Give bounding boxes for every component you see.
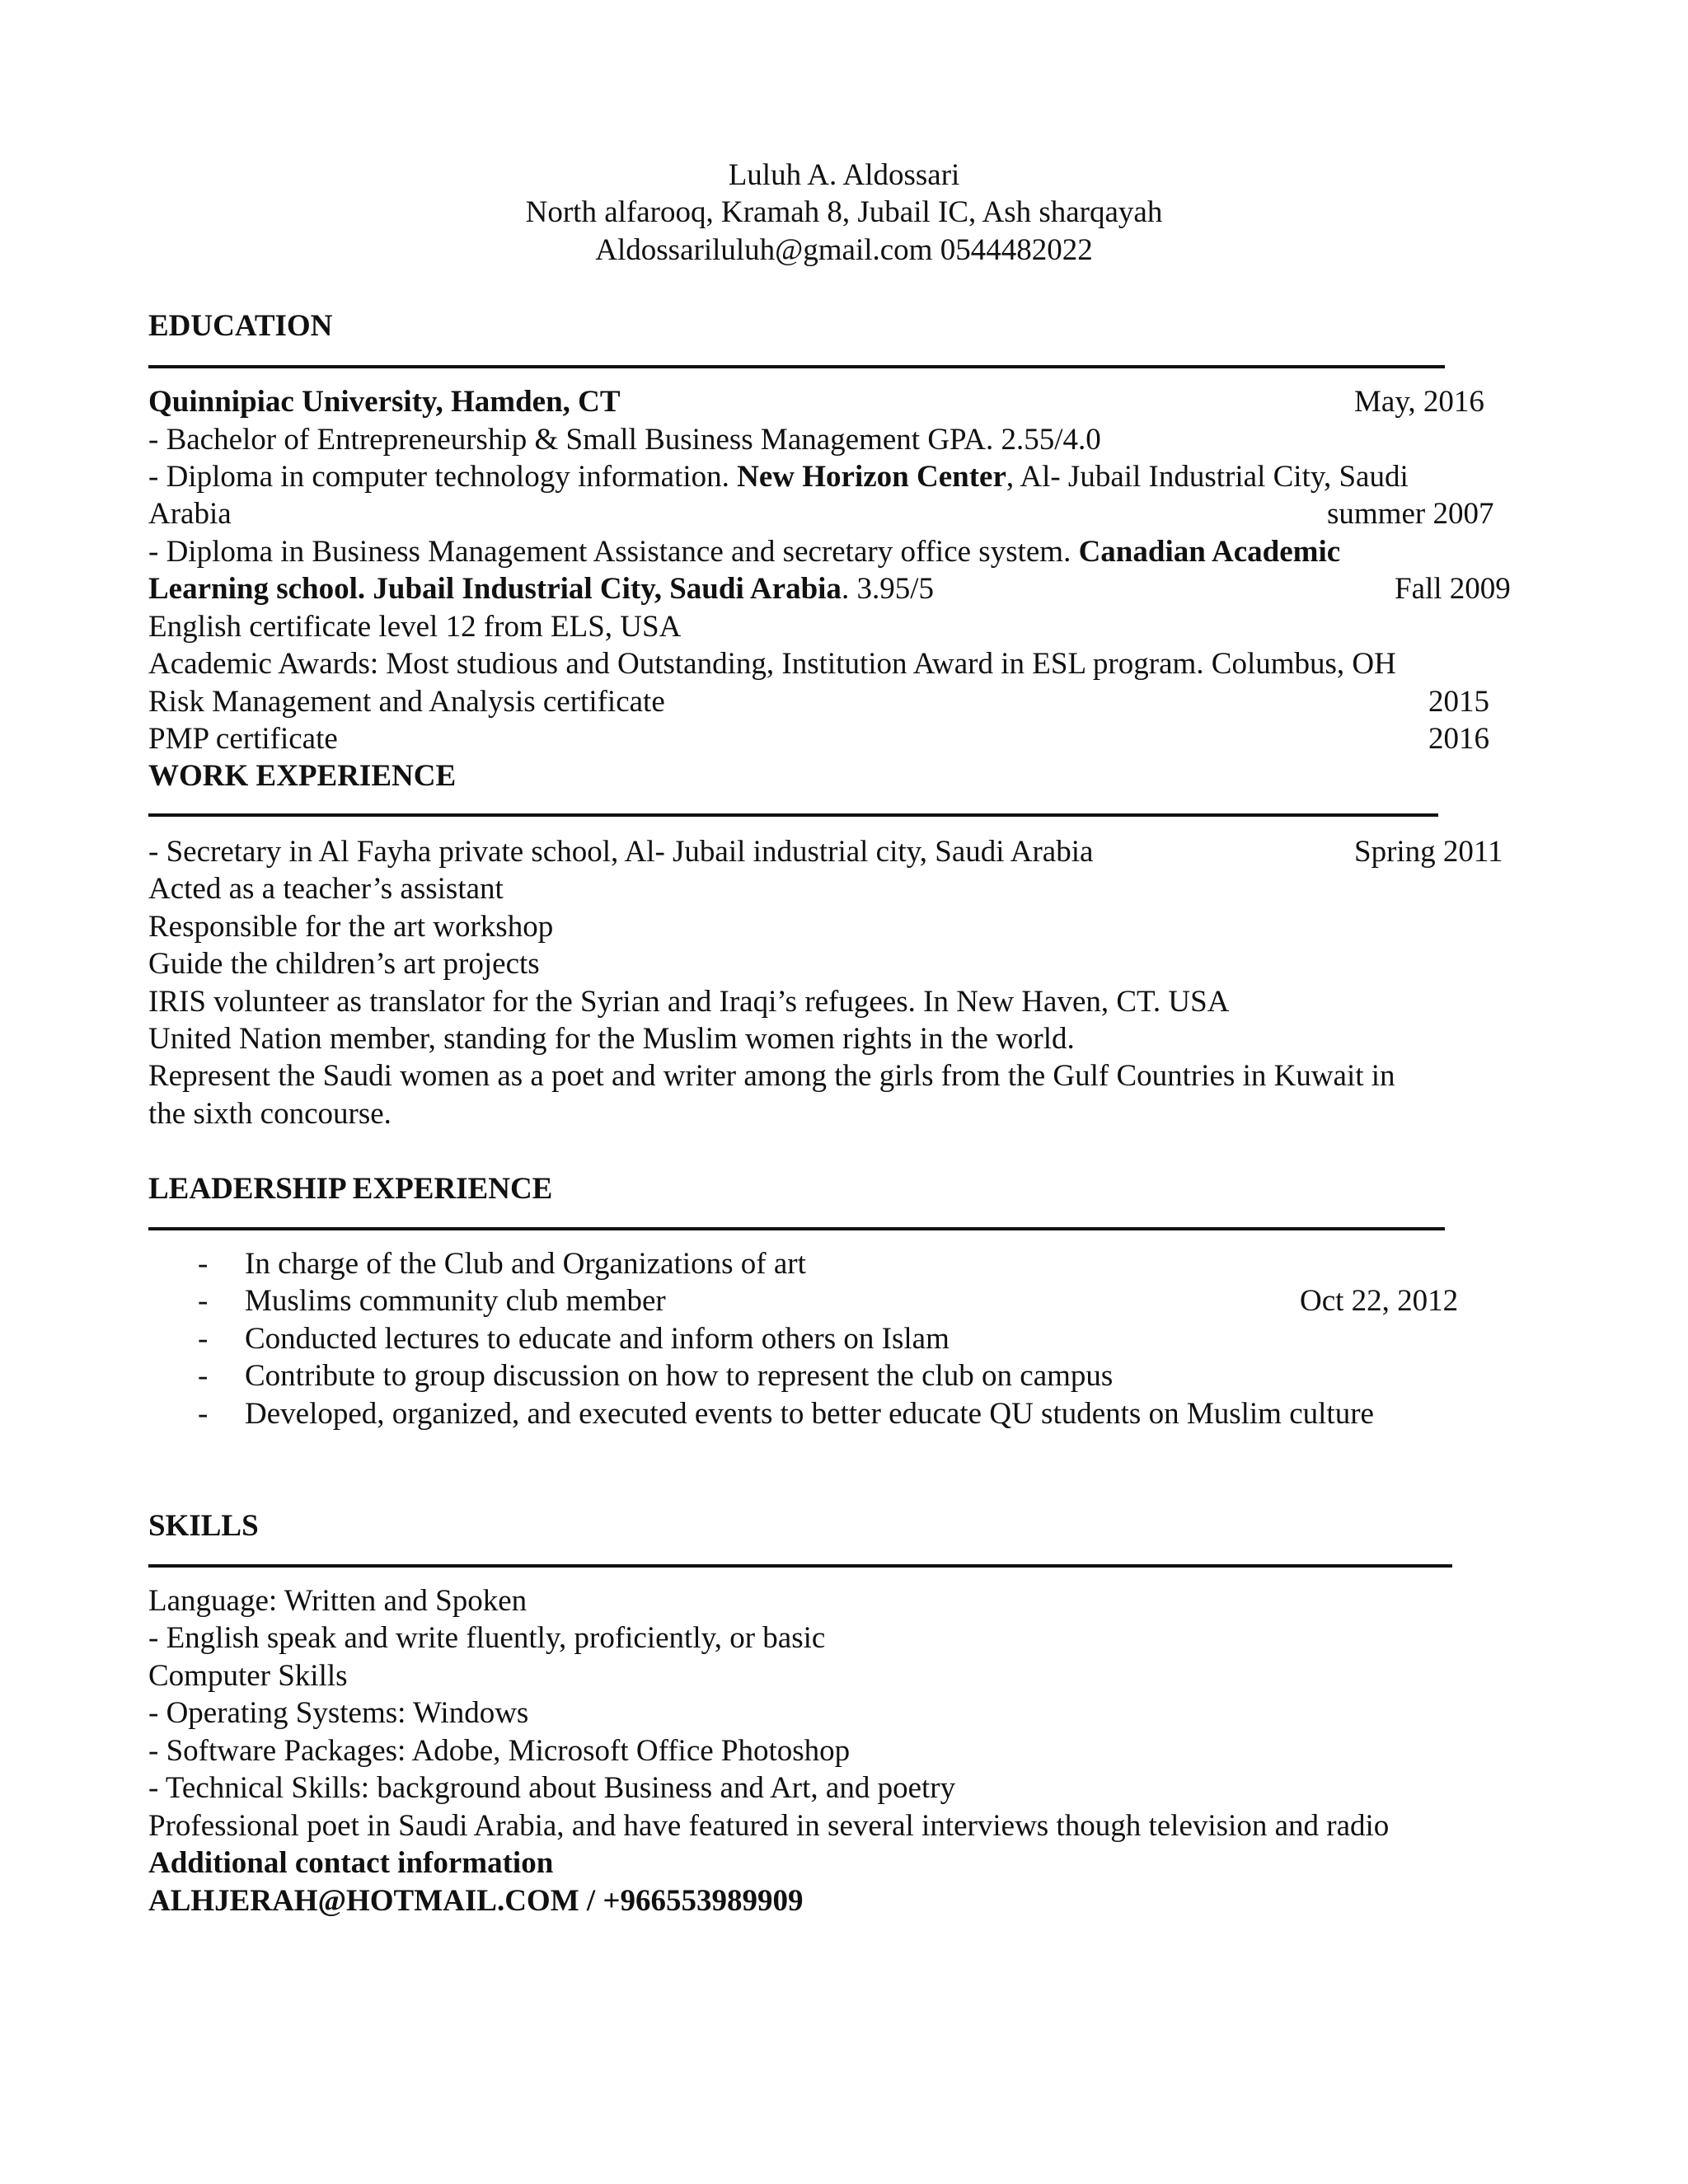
diploma2-institution-cont: Learning school. Jubail Industrial City, Saudi Arabia <box>148 572 842 606</box>
diploma1-date: summer 2007 <box>1327 497 1494 531</box>
bullet-dash: - <box>198 1284 209 1318</box>
leadership-item: Muslims community club member <box>245 1284 666 1318</box>
bullet-dash: - <box>198 1359 209 1393</box>
diploma2-prefix: - Diploma in Business Management Assistance and secretary office system. <box>148 535 1079 569</box>
diploma2-institution: Canadian Academic <box>1078 535 1341 569</box>
skills-line: - Software Packages: Adobe, Microsoft Office Photoshop <box>148 1734 851 1768</box>
work-rule <box>148 813 1438 817</box>
skills-line: - English speak and write fluently, proficiently, or basic <box>148 1621 826 1655</box>
skills-heading: SKILLS <box>148 1509 259 1543</box>
skills-line: Computer Skills <box>148 1659 348 1693</box>
skills-line: - Technical Skills: background about Business and Art, and poetry <box>148 1771 956 1805</box>
work-line: Guide the children’s art projects <box>148 947 540 981</box>
diploma2-gpa: . 3.95/5 <box>841 572 934 606</box>
additional-contact-info: ALHJERAH@HOTMAIL.COM / +966553989909 <box>148 1884 804 1918</box>
work-line: United Nation member, standing for the Muslim women rights in the world. <box>148 1022 1075 1056</box>
diploma1-prefix: - Diploma in computer technology information. <box>148 460 738 494</box>
university-date: May, 2016 <box>1354 385 1484 419</box>
leadership-heading: LEADERSHIP EXPERIENCE <box>148 1172 553 1206</box>
candidate-address: North alfarooq, Kramah 8, Jubail IC, Ash sharqayah <box>525 195 1163 229</box>
additional-contact-heading: Additional contact information <box>148 1846 554 1880</box>
job-date: Spring 2011 <box>1354 835 1503 869</box>
education-heading: EDUCATION <box>148 309 333 343</box>
bullet-dash: - <box>198 1397 209 1431</box>
university-name: Quinnipiac University, Hamden, CT <box>148 385 621 419</box>
candidate-contact: Aldossariluluh@gmail.com 0544482022 <box>595 233 1093 267</box>
education-rule <box>148 365 1445 368</box>
work-line: IRIS volunteer as translator for the Syrian and Iraqi’s refugees. In New Haven, CT. USA <box>148 985 1230 1019</box>
candidate-name: Luluh A. Aldossari <box>728 158 960 192</box>
work-line: the sixth concourse. <box>148 1097 392 1131</box>
job-title: - Secretary in Al Fayha private school, Al- Jubail industrial city, Saudi Arabia <box>148 835 1094 869</box>
academic-awards: Academic Awards: Most studious and Outstanding, Institution Award in ESL program. Columbus, OH <box>148 647 1396 681</box>
leadership-item: Conducted lectures to educate and inform others on Islam <box>245 1322 950 1356</box>
diploma2-line <box>148 534 1340 570</box>
diploma2-date: Fall 2009 <box>1395 572 1511 606</box>
skills-rule <box>148 1564 1452 1568</box>
leadership-rule <box>148 1227 1445 1230</box>
leadership-item: In charge of the Club and Organizations of art <box>245 1247 806 1281</box>
leadership-item: Developed, organized, and executed events to better educate QU students on Muslim culture <box>245 1397 1374 1431</box>
work-line: Responsible for the art workshop <box>148 910 554 944</box>
bullet-dash: - <box>198 1247 209 1281</box>
skills-line: Language: Written and Spoken <box>148 1584 528 1618</box>
diploma1-location: , Al- Jubail Industrial City, Saudi <box>1006 460 1409 494</box>
english-certificate: English certificate level 12 from ELS, USA <box>148 610 682 644</box>
diploma1-institution: New Horizon Center <box>737 460 1006 494</box>
skills-line: - Operating Systems: Windows <box>148 1696 529 1730</box>
bullet-dash: - <box>198 1322 209 1356</box>
skills-line: Professional poet in Saudi Arabia, and have featured in several interviews though television and radio <box>148 1809 1390 1843</box>
risk-date: 2015 <box>1428 685 1489 719</box>
work-line: Represent the Saudi women as a poet and writer among the girls from the Gulf Countries in Kuwait in <box>148 1059 1395 1093</box>
leadership-item: Contribute to group discussion on how to represent the club on campus <box>245 1359 1114 1393</box>
risk-certificate: Risk Management and Analysis certificate <box>148 685 665 719</box>
pmp-date: 2016 <box>1428 722 1489 756</box>
diploma2-cont <box>148 571 934 607</box>
work-heading: WORK EXPERIENCE <box>148 759 457 793</box>
pmp-certificate: PMP certificate <box>148 722 338 756</box>
diploma1-cont: Arabia <box>148 497 232 531</box>
work-line: Acted as a teacher’s assistant <box>148 872 504 906</box>
bachelor-line: - Bachelor of Entrepreneurship & Small Business Management GPA. 2.55/4.0 <box>148 423 1101 457</box>
leadership-item-date: Oct 22, 2012 <box>1300 1284 1459 1318</box>
diploma1-line <box>148 459 1504 495</box>
